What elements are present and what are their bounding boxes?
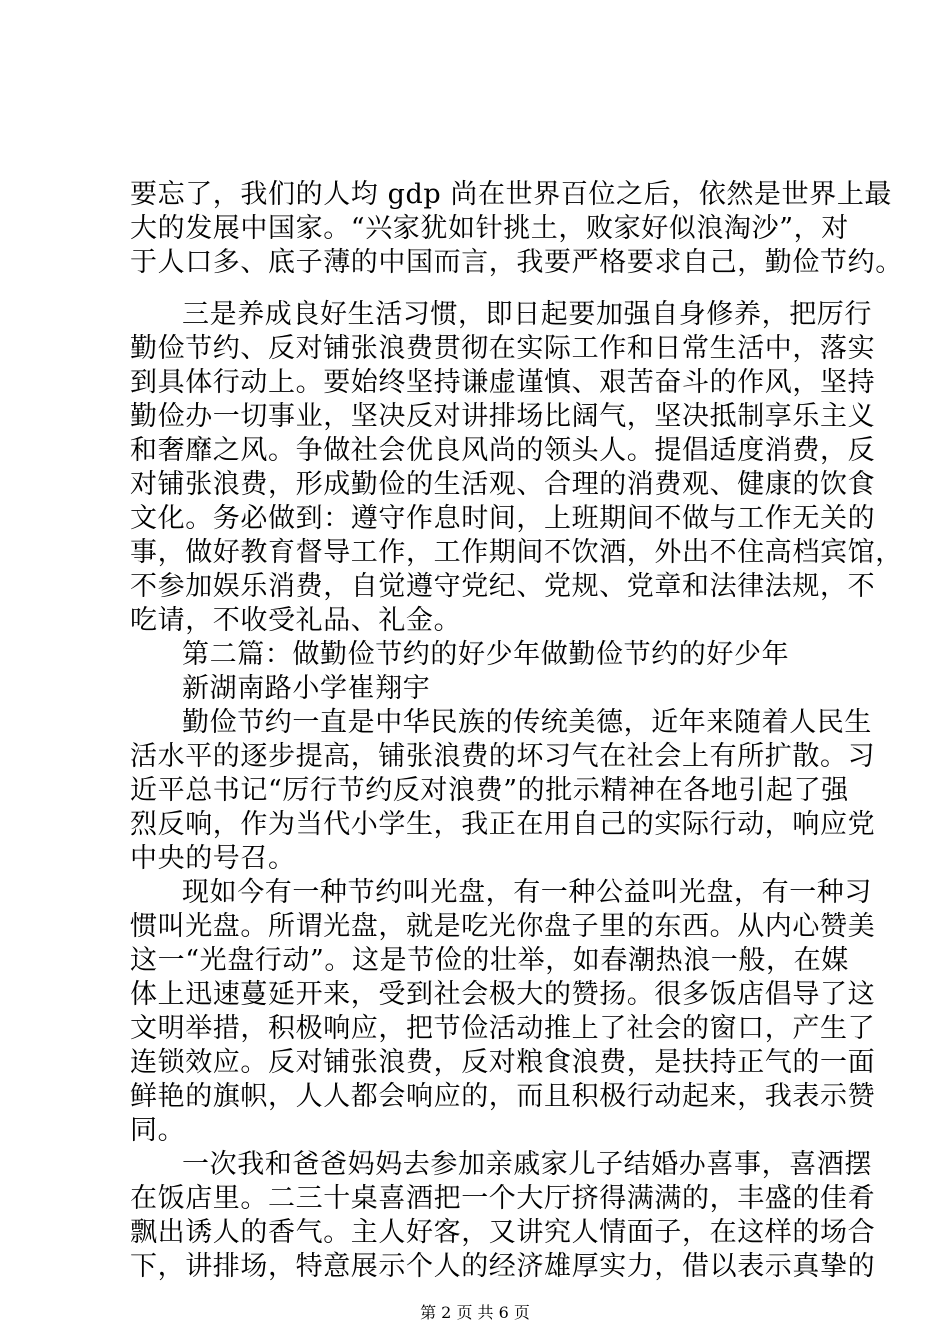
text-line: 活水平的逐步提高，铺张浪费的坏习气在社会上有所扩散。习 bbox=[130, 741, 876, 772]
text-line: 到具体行动上。要始终坚持谦虚谨慎、艰苦奋斗的作风，坚持 bbox=[130, 367, 876, 398]
text-line: 中央的号召。 bbox=[130, 843, 296, 874]
text-line: 勤俭节约、反对铺张浪费贯彻在实际工作和日常生活中，落实 bbox=[130, 333, 876, 364]
page-footer bbox=[0, 1300, 950, 1323]
text-line: 大的发展中国家。“兴家犹如针挑土，败家好似浪淘沙”，对 bbox=[130, 213, 849, 244]
text-line: 勤俭办一切事业，坚决反对讲排场比阔气，坚决抵制享乐主义 bbox=[130, 401, 876, 432]
text-line: 文化。务必做到：遵守作息时间，上班期间不做与工作无关的 bbox=[130, 503, 876, 534]
text-line: 要忘了，我们的人均 gdp 尚在世界百位之后，依然是世界上最 bbox=[130, 179, 893, 210]
text-line: 下，讲排场，特意展示个人的经济雄厚实力，借以表示真挚的 bbox=[130, 1251, 876, 1282]
text-line: 三是养成良好生活习惯，即日起要加强自身修养，把厉行 bbox=[182, 299, 872, 330]
text-line: 连锁效应。反对铺张浪费，反对粮食浪费，是扶持正气的一面 bbox=[130, 1047, 876, 1078]
text-line: 同。 bbox=[130, 1115, 186, 1146]
text-line: 一次我和爸爸妈妈去参加亲戚家儿子结婚办喜事，喜酒摆 bbox=[182, 1149, 872, 1180]
author-line: 新湖南路小学崔翔宇 bbox=[182, 673, 431, 704]
text-line: 和奢靡之风。争做社会优良风尚的领头人。提倡适度消费，反 bbox=[130, 435, 876, 466]
text-line: 在饭店里。二三十桌喜酒把一个大厅挤得满满的，丰盛的佳肴 bbox=[130, 1183, 876, 1214]
section-title: 第二篇：做勤俭节约的好少年做勤俭节约的好少年 bbox=[182, 639, 790, 670]
page-number: 第 2 页 共 6 页 bbox=[420, 1303, 530, 1322]
text-line: 近平总书记“厉行节约反对浪费”的批示精神在各地引起了强 bbox=[130, 775, 849, 806]
text-line: 烈反响，作为当代小学生，我正在用自己的实际行动，响应党 bbox=[130, 809, 876, 840]
text-line: 飘出诱人的香气。主人好客，又讲究人情面子，在这样的场合 bbox=[130, 1217, 876, 1248]
text-line: 对铺张浪费，形成勤俭的生活观、合理的消费观、健康的饮食 bbox=[130, 469, 876, 500]
text-line: 事，做好教育督导工作，工作期间不饮酒，外出不住高档宾馆， bbox=[130, 537, 903, 568]
text-line: 文明举措，积极响应，把节俭活动推上了社会的窗口，产生了 bbox=[130, 1013, 876, 1044]
text-line: 鲜艳的旗帜，人人都会响应的，而且积极行动起来，我表示赞 bbox=[130, 1081, 876, 1112]
text-line: 不参加娱乐消费，自觉遵守党纪、党规、党章和法律法规，不 bbox=[130, 571, 876, 602]
text-line: 现如今有一种节约叫光盘，有一种公益叫光盘，有一种习 bbox=[182, 877, 872, 908]
text-line: 于人口多、底子薄的中国而言，我要严格要求自己，勤俭节约。 bbox=[130, 247, 903, 278]
text-line: 吃请，不收受礼品、礼金。 bbox=[130, 605, 462, 636]
text-line: 这一“光盘行动”。这是节俭的壮举，如春潮热浪一般，在媒 bbox=[130, 945, 849, 976]
text-line: 惯叫光盘。所谓光盘，就是吃光你盘子里的东西。从内心赞美 bbox=[130, 911, 876, 942]
text-line: 体上迅速蔓延开来，受到社会极大的赞扬。很多饭店倡导了这 bbox=[130, 979, 876, 1010]
text-line: 勤俭节约一直是中华民族的传统美德，近年来随着人民生 bbox=[182, 707, 872, 738]
